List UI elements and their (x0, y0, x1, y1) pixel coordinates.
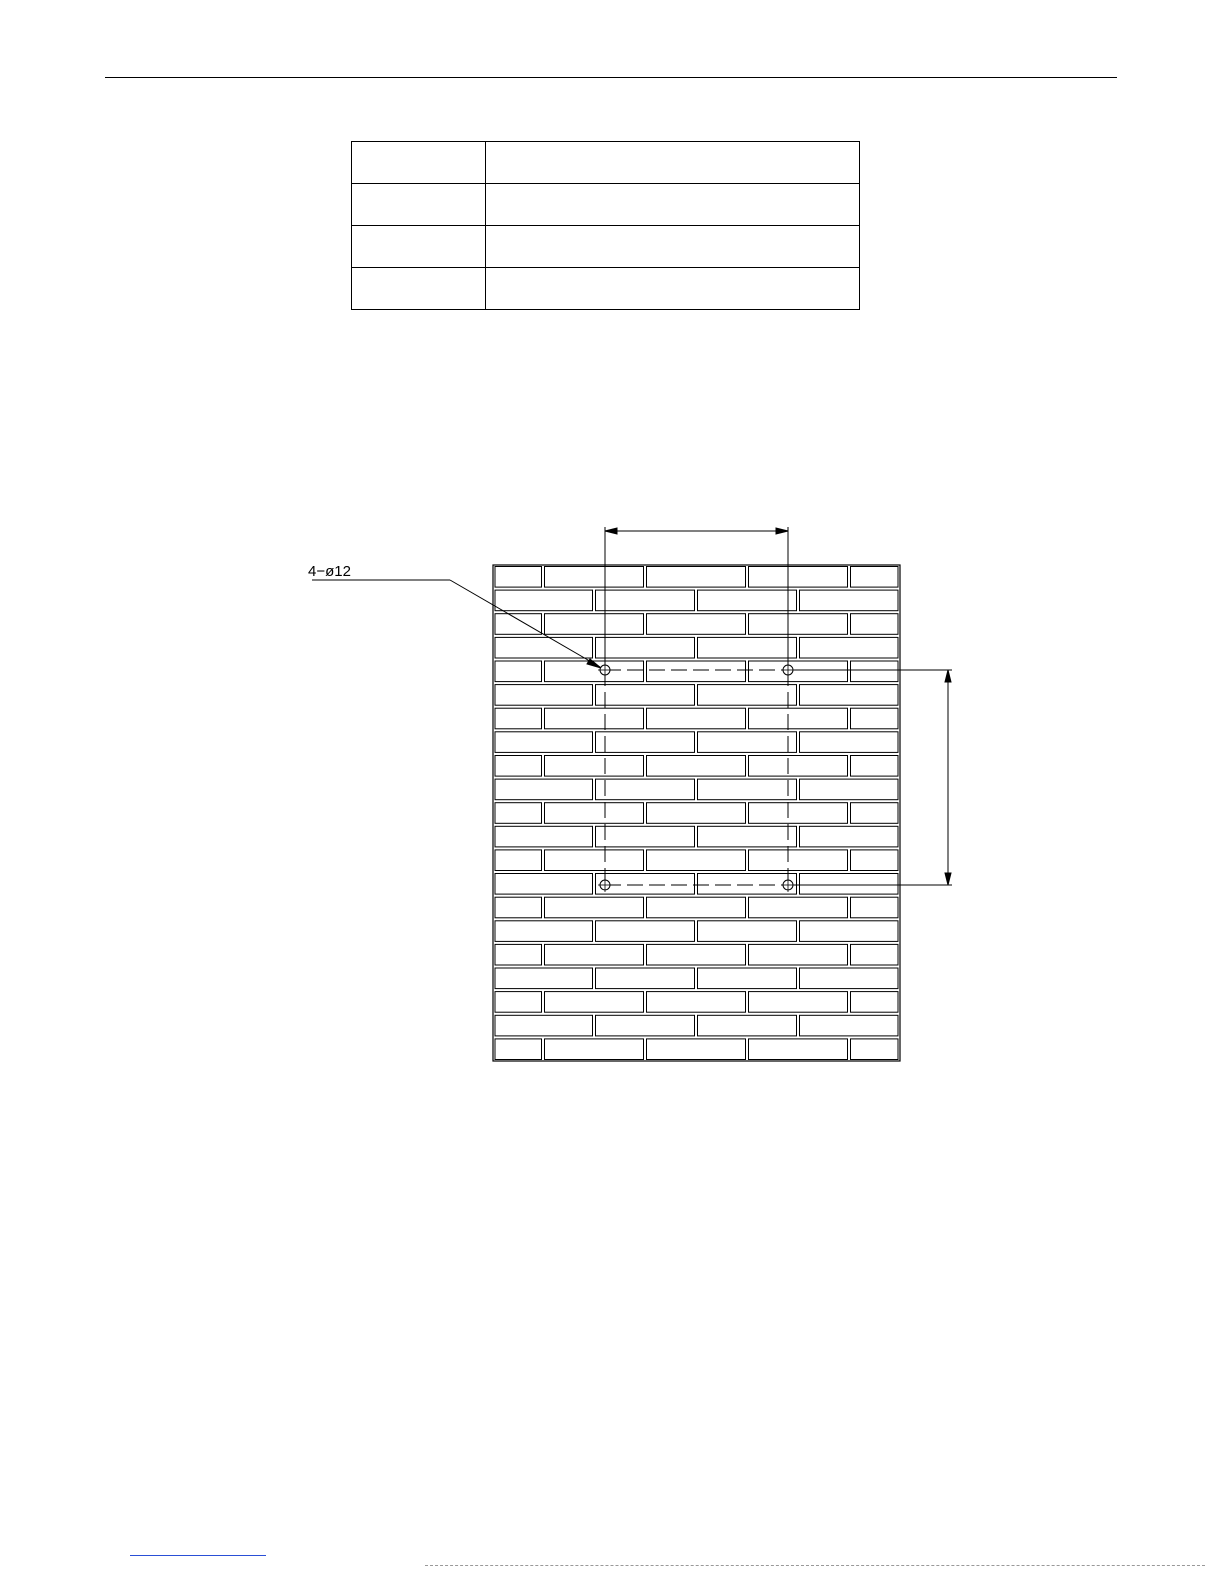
brick (545, 567, 644, 588)
brick (698, 637, 797, 658)
brick (545, 708, 644, 729)
brick (495, 944, 542, 965)
footer-link-underline (130, 1555, 266, 1556)
brick (596, 968, 695, 989)
brick (495, 779, 593, 800)
brick (851, 1039, 899, 1060)
brick (495, 1015, 593, 1036)
brick (851, 850, 899, 871)
hole-callout: 4−ø12 (308, 563, 351, 580)
brick (749, 1039, 848, 1060)
brick (596, 921, 695, 942)
brick (851, 614, 899, 635)
brick (851, 992, 899, 1013)
brick (800, 826, 899, 847)
brick (596, 1015, 695, 1036)
brick (647, 944, 746, 965)
brick (800, 590, 899, 611)
brick (495, 992, 542, 1013)
brick (647, 567, 746, 588)
brick (851, 897, 899, 918)
brick (647, 661, 746, 682)
brick (545, 614, 644, 635)
brick (495, 567, 542, 588)
brick (647, 708, 746, 729)
brick (647, 756, 746, 777)
brick (698, 874, 797, 895)
brick (596, 826, 695, 847)
brick (495, 850, 542, 871)
brick (749, 992, 848, 1013)
brick (495, 874, 593, 895)
brick (647, 614, 746, 635)
wall-outline (493, 565, 900, 1061)
brick (851, 803, 899, 824)
brick (545, 1039, 644, 1060)
brick (495, 685, 593, 706)
brick (596, 779, 695, 800)
brick (800, 637, 899, 658)
brick (495, 1039, 542, 1060)
brick (749, 850, 848, 871)
brick (495, 756, 542, 777)
brick (800, 779, 899, 800)
brick (495, 732, 593, 753)
brick (698, 590, 797, 611)
brick (800, 685, 899, 706)
brick (698, 826, 797, 847)
brick (698, 921, 797, 942)
brick (698, 732, 797, 753)
brick (851, 756, 899, 777)
brick (596, 732, 695, 753)
vertical-dimension (794, 670, 952, 885)
brick (749, 614, 848, 635)
brick (749, 567, 848, 588)
brick (851, 708, 899, 729)
brick (647, 803, 746, 824)
brick (647, 1039, 746, 1060)
brick (545, 850, 644, 871)
brick (800, 874, 899, 895)
brick (749, 708, 848, 729)
brick (495, 803, 542, 824)
brick (545, 944, 644, 965)
brick (749, 756, 848, 777)
brick (698, 968, 797, 989)
brick (851, 944, 899, 965)
brick (851, 567, 899, 588)
brick (749, 944, 848, 965)
horizontal-dimension (605, 527, 788, 665)
brick (545, 756, 644, 777)
brick (495, 708, 542, 729)
brick (800, 968, 899, 989)
brick (596, 685, 695, 706)
hole-callout-leader (312, 580, 601, 668)
brick (749, 897, 848, 918)
brick (749, 661, 848, 682)
brick (495, 637, 593, 658)
brick (698, 779, 797, 800)
brick (495, 661, 542, 682)
brick (647, 897, 746, 918)
brick (495, 590, 593, 611)
brick (800, 732, 899, 753)
hole-centermarks (598, 663, 795, 892)
brick-wall (495, 567, 898, 1060)
brick (647, 850, 746, 871)
brick (495, 614, 542, 635)
brick (545, 897, 644, 918)
brick (596, 637, 695, 658)
brick (545, 803, 644, 824)
brick (698, 685, 797, 706)
brick (698, 1015, 797, 1036)
brick (800, 921, 899, 942)
brick (800, 1015, 899, 1036)
brick (495, 921, 593, 942)
brick (495, 897, 542, 918)
brick (647, 992, 746, 1013)
brick (495, 968, 593, 989)
brick (545, 992, 644, 1013)
brick (596, 590, 695, 611)
brick (851, 661, 899, 682)
brick (749, 803, 848, 824)
footer-rule (425, 1565, 1205, 1566)
mounting-rectangle (605, 670, 788, 885)
brick (495, 826, 593, 847)
